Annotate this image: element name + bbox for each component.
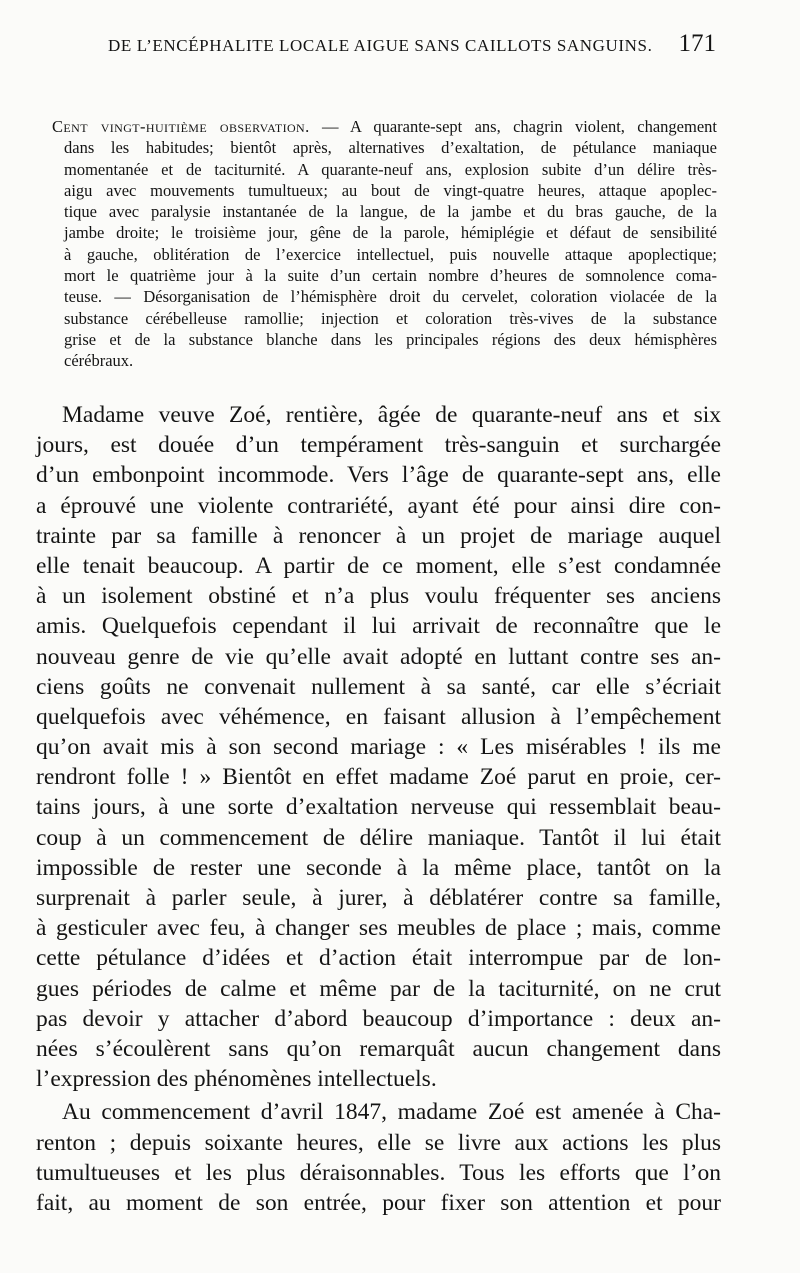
body-line: cette pétulance d’idées et d’action était interrompue par de lon-: [36, 945, 721, 972]
abstract-line: substance cérébelleuse ramollie; injection et coloration très-vives de la substance: [64, 308, 717, 328]
body-line: amis. Quelquefois cependant il lui arrivait de reconnaître que le: [36, 613, 721, 640]
abstract-line: jambe droite; le troisième jour, gêne de la parole, hémiplégie et défaut de sensibilité: [64, 223, 717, 243]
body-line: surprenait à parler seule, à jurer, à déblatérer contre sa famille,: [36, 885, 721, 911]
abstract-line: tique avec paralysie instantanée de la langue, de la jambe et du bras gauche, de la: [64, 202, 717, 222]
body-line: elle tenait beaucoup. A partir de ce moment, elle s’est condamnée: [36, 552, 721, 579]
abstract-line: [52, 116, 717, 137]
page-number: 171: [678, 30, 716, 57]
running-head: [108, 30, 716, 60]
abstract-line-text: — A quarante-sept ans, chagrin violent, changement: [309, 117, 717, 136]
body-line: l’expression des phénomènes intellectuels.: [36, 1066, 437, 1093]
body-line: tumultueuses et les plus déraisonnables. Tous les efforts que l’on: [36, 1159, 721, 1186]
body-line: tains jours, à une sorte d’exaltation nerveuse qui ressemblait beau-: [36, 794, 721, 821]
body-line: à gesticuler avec feu, à changer ses meubles de place ; mais, comme: [36, 915, 721, 942]
abstract-line: momentanée et de taciturnité. A quarante-neuf ans, explosion subite d’un délire très-: [64, 159, 717, 179]
body-line: coup à un commencement de délire maniaque. Tantôt il lui était: [36, 824, 721, 851]
body-line: nouveau genre de vie qu’elle avait adopté en luttant contre ses an-: [36, 643, 721, 670]
body-line: quelquefois avec véhémence, en faisant allusion à l’empêchement: [36, 703, 721, 730]
body-line: d’un embonpoint incommode. Vers l’âge de quarante-sept ans, elle: [36, 462, 721, 489]
body-line: nées s’écoulèrent sans qu’on remarquât aucun changement dans: [36, 1035, 721, 1062]
abstract-line: mort le quatrième jour à la suite d’un certain nombre d’heures de somnolence coma-: [64, 266, 717, 286]
body-line: a éprouvé une violente contrariété, ayant été pour ainsi dire con-: [36, 492, 721, 519]
body-line: Au commencement d’avril 1847, madame Zoé est amenée à Cha-: [62, 1099, 721, 1126]
body-line: impossible de rester une seconde à la même place, tantôt on la: [36, 854, 721, 881]
abstract-line: grise et de la substance blanche dans les principales régions des deux hémisphères: [64, 329, 717, 349]
body-line: trainte par sa famille à renoncer à un projet de mariage auquel: [36, 522, 721, 549]
abstract-line: à gauche, oblitération de l’exercice intellectuel, puis nouvelle attaque apoplectique;: [64, 244, 717, 264]
paragraph: [36, 1097, 721, 1218]
observation-heading: Cent vingt-huitième observation.: [52, 117, 310, 136]
paragraph: [36, 400, 721, 1094]
abstract-line: aigu avec mouvements tumultueux; au bout de vingt-quatre heures, attaque apoplec-: [64, 180, 717, 200]
running-head-title: DE L’ENCÉPHALITE LOCALE AIGUE SANS CAILLOTS SANGUINS.: [108, 36, 653, 55]
body-line: rendront folle ! » Bientôt en effet madame Zoé parut en proie, cer-: [36, 764, 721, 791]
body-text: [36, 400, 721, 1218]
body-line: pas devoir y attacher d’abord beaucoup d’importance : deux an-: [36, 1005, 721, 1032]
body-line: qu’on avait mis à son second mariage : « Les misérables ! ils me: [36, 734, 721, 761]
body-line: Madame veuve Zoé, rentière, âgée de quarante-neuf ans et six: [62, 402, 721, 428]
body-line: à un isolement obstiné et n’a plus voulu fréquenter ses anciens: [36, 583, 721, 610]
body-line: renton ; depuis soixante heures, elle se livre aux actions les plus: [36, 1129, 721, 1156]
observation-abstract: [52, 116, 717, 372]
abstract-line: teuse. — Désorganisation de l’hémisphère droit du cervelet, coloration violacée de la: [64, 287, 717, 307]
body-line: jours, est douée d’un tempérament très-sanguin et surchargée: [36, 432, 721, 459]
body-line: gues périodes de calme et même par de la taciturnité, on ne crut: [36, 975, 721, 1002]
abstract-line: dans les habitudes; bientôt après, alternatives d’exaltation, de pétulance maniaque: [64, 138, 717, 158]
body-line: ciens goûts ne convenait nullement à sa santé, car elle s’écriait: [36, 673, 721, 700]
body-line: fait, au moment de son entrée, pour fixer son attention et pour: [36, 1189, 721, 1216]
abstract-line: cérébraux.: [64, 351, 134, 371]
